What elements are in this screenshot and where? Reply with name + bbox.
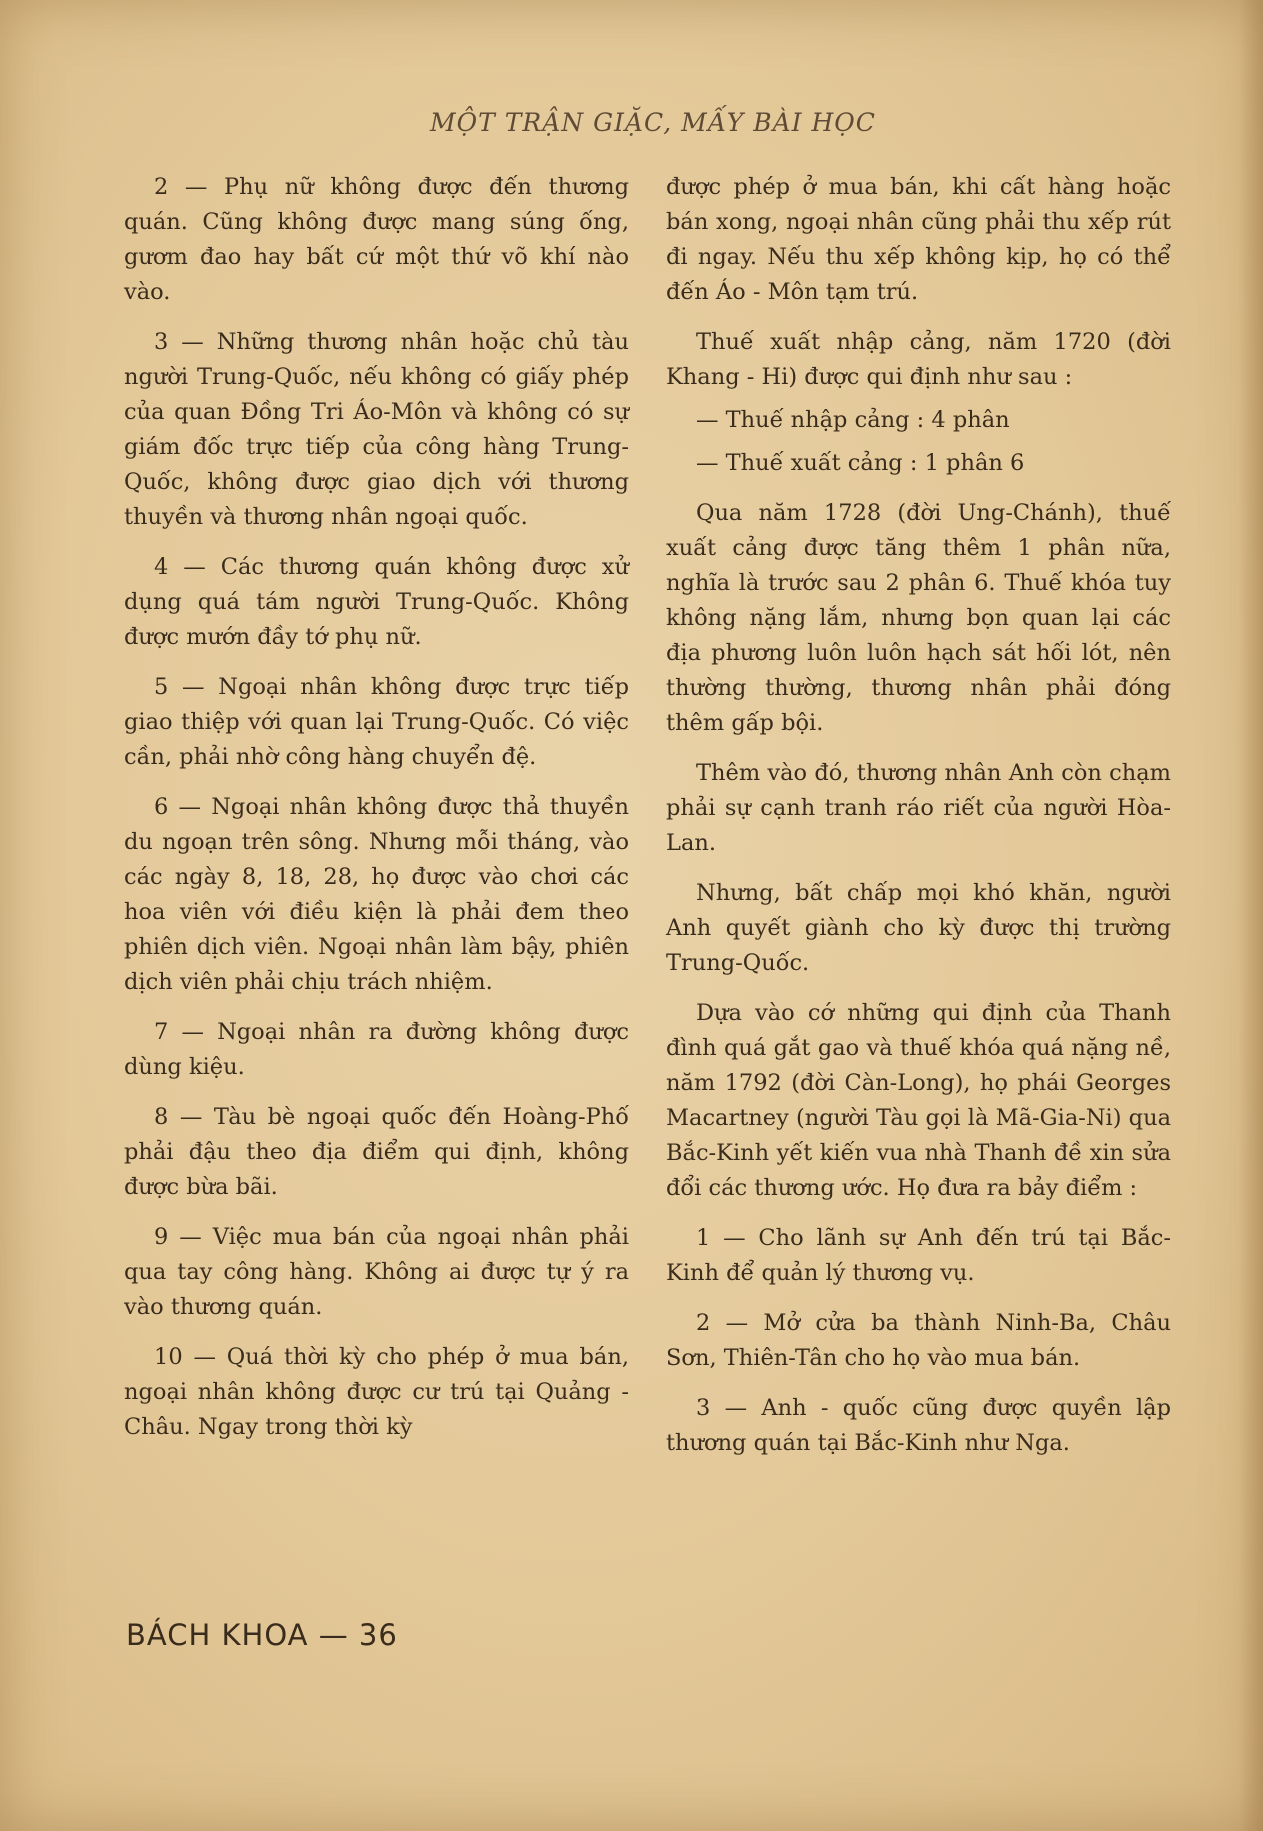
paragraph-rule-8: 8 — Tàu bè ngoại quốc đến Hoàng-Phố phải đậu theo địa điểm qui định, không được bừa bãi. xyxy=(124,1104,629,1200)
paragraph-rule-3: 3 — Những thương nhân hoặc chủ tàu người Trung-Quốc, nếu không có giấy phép của quan Đồng Tri Áo-Môn và không có sự giám đốc trực tiếp của công hàng Trung-Quốc, không được giao dịch với thương thuyền và thương nhân ngoại quốc. xyxy=(124,329,629,530)
tax-import-line: — Thuế nhập cảng : 4 phân xyxy=(696,407,1010,433)
right-column xyxy=(666,170,1171,1476)
page-footer: BÁCH KHOA — 36 xyxy=(126,1618,398,1652)
paragraph-english-resolve: Nhưng, bất chấp mọi khó khăn, người Anh quyết giành cho kỳ được thị trường Trung-Quốc. xyxy=(666,880,1171,976)
paragraph-tax-1720: Thuế xuất nhập cảng, năm 1720 (đời Khang - Hi) được qui định như sau : xyxy=(666,329,1171,390)
paragraph-rule-5: 5 — Ngoại nhân không được trực tiếp giao thiệp với quan lại Trung-Quốc. Có việc cần, phải nhờ công hàng chuyển đệ. xyxy=(124,674,629,770)
paragraph-rule-10: 10 — Quá thời kỳ cho phép ở mua bán, ngoại nhân không được cư trú tại Quảng - Châu. Ngay trong thời kỳ xyxy=(124,1344,629,1440)
paragraph-point-2: 2 — Mở cửa ba thành Ninh-Ba, Châu Sơn, Thiên-Tân cho họ vào mua bán. xyxy=(666,1310,1171,1371)
running-header: MỘT TRẬN GIẶC, MẤY BÀI HỌC xyxy=(430,108,876,137)
paragraph-rule-9: 9 — Việc mua bán của ngoại nhân phải qua tay công hàng. Không ai được tự ý ra vào thương quán. xyxy=(124,1224,629,1320)
paragraph-continuation: được phép ở mua bán, khi cất hàng hoặc bán xong, ngoại nhân cũng phải thu xếp rút đi ngay. Nếu thu xếp không kịp, họ có thể đến Áo - Môn tạm trú. xyxy=(666,174,1171,305)
page-edge-shadow xyxy=(1239,0,1263,1831)
paragraph-rule-7: 7 — Ngoại nhân ra đường không được dùng kiệu. xyxy=(124,1019,629,1080)
tax-export-line: — Thuế xuất cảng : 1 phân 6 xyxy=(696,450,1025,476)
paragraph-point-3: 3 — Anh - quốc cũng được quyền lập thương quán tại Bắc-Kinh như Nga. xyxy=(666,1395,1171,1456)
paragraph-macartney: Dựa vào cớ những qui định của Thanh đình quá gắt gao và thuế khóa quá nặng nề, năm 1792 (đời Càn-Long), họ phái Georges Macartney (người Tàu gọi là Mã-Gia-Ni) qua Bắc-Kinh yết kiến vua nhà Thanh đề xin sửa đổi các thương ước. Họ đưa ra bảy điểm : xyxy=(666,1000,1171,1201)
paragraph-tax-1728: Qua năm 1728 (đời Ung-Chánh), thuế xuất cảng được tăng thêm 1 phân nữa, nghĩa là trước sau 2 phân 6. Thuế khóa tuy không nặng lắm, nhưng bọn quan lại các địa phương luôn luôn hạch sát hối lót, nên thường thường, thương nhân phải đóng thêm gấp bội. xyxy=(666,500,1171,736)
paragraph-dutch-competition: Thêm vào đó, thương nhân Anh còn chạm phải sự cạnh tranh ráo riết của người Hòa-Lan. xyxy=(666,760,1171,856)
paragraph-rule-4: 4 — Các thương quán không được xử dụng quá tám người Trung-Quốc. Không được mướn đầy tớ phụ nữ. xyxy=(124,554,629,650)
paragraph-point-1: 1 — Cho lãnh sự Anh đến trú tại Bắc-Kinh để quản lý thương vụ. xyxy=(666,1225,1171,1286)
paragraph-rule-2: 2 — Phụ nữ không được đến thương quán. Cũng không được mang súng ống, gươm đao hay bất cứ một thứ võ khí nào vào. xyxy=(124,174,629,305)
paragraph-rule-6: 6 — Ngoại nhân không được thả thuyền du ngoạn trên sông. Nhưng mỗi tháng, vào các ngày 8, 18, 28, họ được vào chơi các hoa viên với điều kiện là phải đem theo phiên dịch viên. Ngoại nhân làm bậy, phiên dịch viên phải chịu trách nhiệm. xyxy=(124,794,629,995)
left-column xyxy=(124,170,629,1460)
